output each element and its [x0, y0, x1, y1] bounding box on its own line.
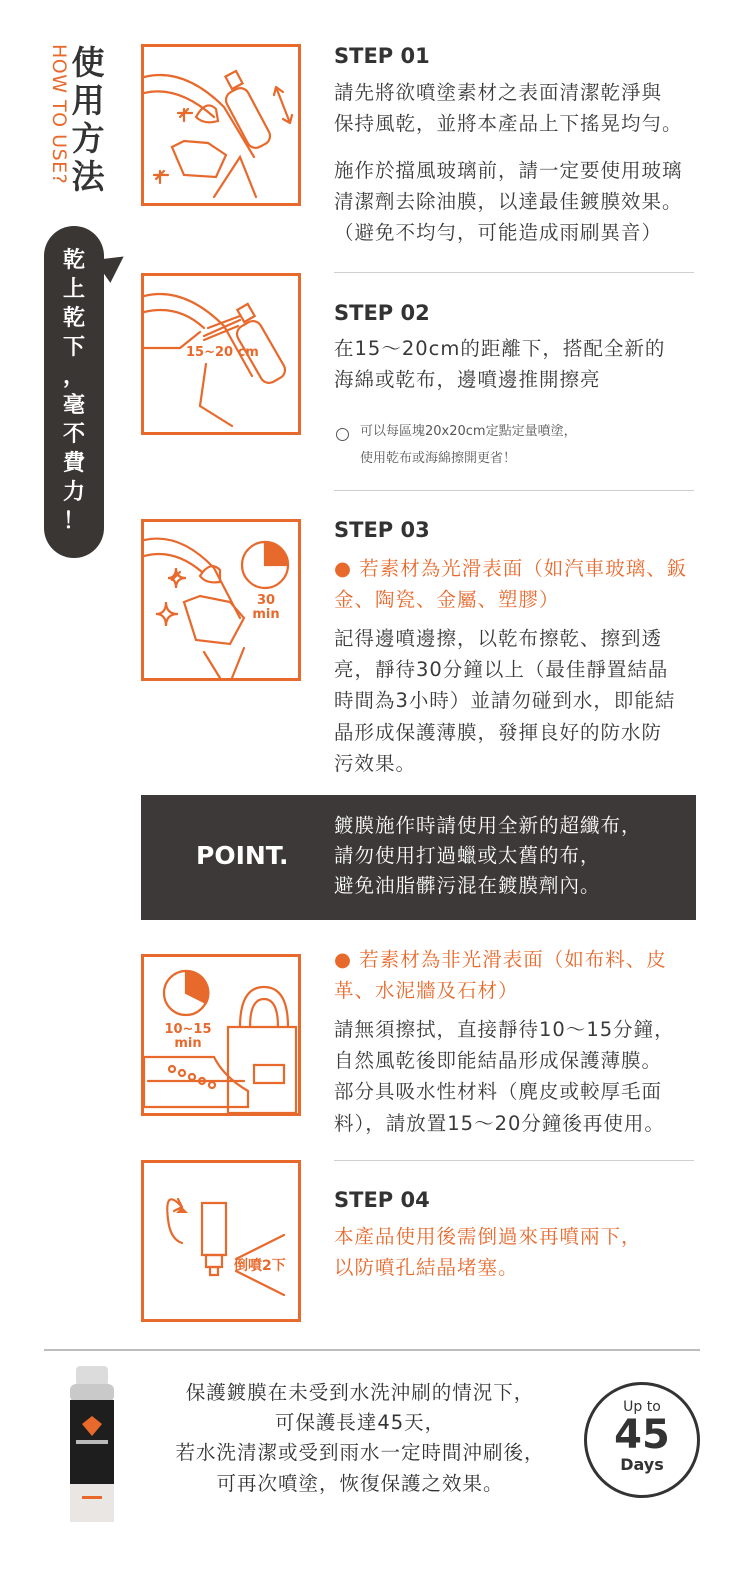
text-line: 使用乾布或海綿擦開更省！: [360, 451, 517, 467]
step2-text: [334, 333, 706, 395]
step3-title: STEP 03: [334, 518, 430, 542]
title-char: 用: [71, 80, 105, 120]
text-line: 保持風乾，並將本產品上下搖晃均勻。: [334, 112, 683, 136]
step1-text-a: [334, 77, 706, 139]
timer-label: [248, 594, 284, 621]
nonsmooth-text: [334, 1014, 706, 1139]
text-line: 自然風乾後即能結晶形成保護薄膜。: [334, 1049, 663, 1073]
timer-unit: min: [252, 606, 280, 622]
slogan-char: ！: [62, 509, 85, 535]
text-line: 料），請放置15～20分鐘後再使用。: [334, 1111, 665, 1135]
divider: [334, 490, 694, 491]
fabric-illustration: [141, 954, 301, 1116]
text-line: 記得邊噴邊擦，以乾布擦乾、擦到透: [334, 627, 663, 650]
step2-note: [360, 418, 720, 473]
timer-value: 30: [256, 593, 276, 608]
subtitle: HOW TO USE?: [48, 44, 70, 185]
shake-spray-icon: [144, 47, 298, 203]
slogan-char: 費: [62, 451, 85, 477]
slogan: [44, 246, 104, 536]
step1-text-b: [334, 155, 706, 249]
text-line: 若水洗清潔或受到雨水一定時間沖刷後，: [175, 1441, 545, 1465]
timer-value: 10~15: [164, 1022, 212, 1037]
text-line: ● 若素材為光滑表面（如汽車玻璃、鈑: [334, 557, 688, 580]
duration-badge: [584, 1382, 700, 1498]
note-bullet-icon: [336, 428, 349, 441]
title-char: 法: [71, 156, 105, 196]
divider: [334, 1160, 694, 1161]
slogan-char: 不: [62, 422, 85, 448]
slogan-char: 力: [62, 480, 85, 506]
page-title: [68, 44, 108, 196]
text-line: 海綿或乾布，邊噴邊推開擦亮: [334, 368, 601, 392]
spray-can-image: [66, 1366, 118, 1522]
step2-illustration: [141, 273, 301, 435]
text-line: 請勿使用打過蠟或太舊的布，: [334, 844, 601, 868]
badge-bottom: Days: [620, 1455, 664, 1474]
title-char: 方: [71, 118, 105, 158]
point-text: [334, 811, 642, 902]
text-line: 清潔劑去除油膜，以達最佳鍍膜效果。: [334, 190, 683, 214]
text-line: 晶形成保護薄膜，發揮良好的防水防: [334, 720, 663, 744]
timer-unit: min: [174, 1035, 202, 1051]
slogan-char: 乾: [62, 306, 85, 332]
text-line: 可保護長達45天，: [274, 1411, 446, 1435]
text-line: 保護鍍膜在未受到水洗沖刷的情況下，: [185, 1381, 535, 1404]
distance-label: 15~20 cm: [186, 345, 259, 360]
text-line: 金、陶瓷、金屬、塑膠）: [334, 588, 560, 612]
text-line: 本產品使用後需倒過來再噴兩下，: [334, 1225, 642, 1248]
text-line: 避免油脂髒污混在鍍膜劑內。: [334, 874, 601, 898]
slogan-char: 上: [62, 277, 85, 303]
footer-text: [150, 1378, 570, 1499]
text-line: ● 若素材為非光滑表面（如布料、皮: [334, 948, 667, 971]
footer-divider: [44, 1349, 700, 1351]
step1-illustration: [141, 44, 301, 206]
step4-illustration: [141, 1160, 301, 1322]
step2-title: STEP 02: [334, 301, 430, 325]
timer-label: [162, 1023, 214, 1050]
step4-title: STEP 04: [334, 1188, 430, 1212]
point-label: POINT.: [196, 841, 289, 870]
badge-number: 45: [614, 1412, 670, 1458]
text-line: 時間為3小時）並請勿碰到水，即能結: [334, 689, 676, 713]
text-line: 請先將欲噴塗素材之表面清潔乾淨與: [334, 81, 663, 104]
text-line: （避免不均勻，可能造成雨刷異音）: [334, 221, 663, 245]
slogan-char: 毫: [62, 393, 85, 419]
divider: [334, 272, 694, 273]
text-line: 亮，靜待30分鐘以上（最佳靜置結晶: [334, 658, 669, 682]
slogan-char: 乾: [62, 248, 85, 273]
text-line: 鍍膜施作時請使用全新的超纖布，: [334, 814, 642, 837]
text-line: 可以每區塊20x20cm定點定量噴塗，: [360, 424, 577, 439]
invert-spray-icon: [144, 1163, 298, 1319]
text-line: 革、水泥牆及石材）: [334, 979, 519, 1003]
product-image: [66, 1366, 118, 1522]
text-line: 施作於擋風玻璃前，請一定要使用玻璃: [334, 159, 683, 182]
slogan-char: ，: [62, 364, 85, 390]
text-line: 在15～20cm的距離下，搭配全新的: [334, 337, 666, 360]
step1-title: STEP 01: [334, 44, 430, 68]
slogan-char: 下: [62, 335, 85, 361]
step3-highlight: [334, 553, 706, 615]
step3-text: [334, 623, 706, 779]
step4-text: [334, 1221, 706, 1283]
title-char: 使: [71, 43, 105, 82]
text-line: 污效果。: [334, 751, 417, 775]
text-line: 部分具吸水性材料（麂皮或較厚毛面: [334, 1080, 663, 1104]
step3-illustration: [141, 519, 301, 681]
text-line: 請無須擦拭，直接靜待10～15分鐘，: [334, 1018, 675, 1041]
text-line: 可再次噴塗，恢復保護之效果。: [216, 1471, 504, 1495]
text-line: 以防噴孔結晶堵塞。: [334, 1256, 519, 1280]
badge-top: Up to: [623, 1399, 661, 1415]
nonsmooth-highlight: [334, 944, 706, 1006]
invert-label: 倒噴2下: [234, 1258, 286, 1274]
